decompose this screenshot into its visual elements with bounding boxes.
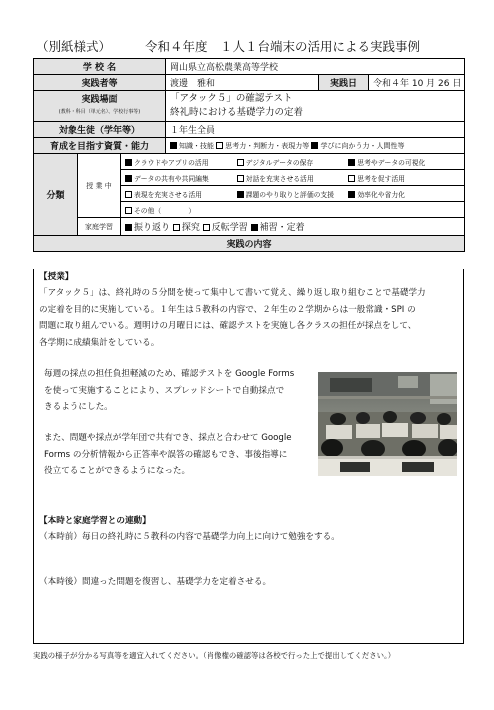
form-tag: （別紙様式） xyxy=(36,39,112,54)
checkbox-checked-icon xyxy=(125,159,132,166)
checkbox-checked-icon xyxy=(125,175,132,182)
class-label: 授 業 中 xyxy=(78,154,121,218)
before-class-text: （本時前）毎日の終礼時に５教科の内容で基礎学力向上に向けて勉強をする。 xyxy=(39,532,340,542)
paragraph-sharing xyxy=(44,430,292,480)
checkbox-empty-icon xyxy=(237,159,244,166)
footer-note: 実践の様子が分かる写真等を適宜入れてください。（肖像権の確認等は各校で行った上で提出してください。） xyxy=(33,651,396,660)
class-option: 対話を充実させる活用 xyxy=(237,173,349,183)
checkbox-checked-icon xyxy=(125,224,132,231)
scene-label: 実践場面 xyxy=(81,95,118,105)
class-row xyxy=(121,170,465,186)
checkbox-checked-icon xyxy=(348,159,355,166)
paragraph-intro xyxy=(39,285,463,351)
abilities-label: 育成を目指す資質・能力 xyxy=(34,138,166,154)
ability-item: 知識・技能 xyxy=(170,142,214,150)
date-value: 令和４年 10 月 26 日 xyxy=(369,75,465,91)
scene-label-cell xyxy=(34,91,166,122)
teacher-label: 実践者等 xyxy=(34,75,166,91)
text-line: Forms の分析情報から正答率や誤答の確認もでき、事後指導に xyxy=(44,449,288,460)
text-line: また、問題や採点が学年団で共有でき、採点と合わせて Google xyxy=(44,433,292,443)
checkbox-empty-icon xyxy=(125,207,132,214)
classification-label: 分類 xyxy=(34,154,78,236)
content-header: 実践の内容 xyxy=(34,236,465,252)
section-lesson-title: 【授業】 xyxy=(39,272,74,282)
class-option: データの共有や共同編集 xyxy=(125,173,237,183)
document-title xyxy=(36,37,420,55)
checkbox-empty-icon xyxy=(173,224,180,231)
class-row xyxy=(121,202,465,218)
ability-item: 学びに向かう力・人間性等 xyxy=(311,142,404,150)
abilities-options xyxy=(166,138,465,154)
class-option: 思考を促す活用 xyxy=(348,173,460,183)
class-option: デジタルデータの保存 xyxy=(237,157,349,167)
checkbox-empty-icon xyxy=(237,175,244,182)
scene-line1: 「アタック５」の確認テスト xyxy=(170,93,293,104)
text-line: 各学期に成績集計をしている。 xyxy=(39,337,160,348)
checkbox-checked-icon xyxy=(311,142,318,149)
class-option: その他（ ） xyxy=(125,205,237,215)
text-line: を使って実施することにより、スプレッドシートで自動採点で xyxy=(44,385,285,396)
class-option: 課題のやり取りと評価の支援 xyxy=(237,189,349,199)
text-line: きるようにした。 xyxy=(44,402,113,412)
content-body xyxy=(33,269,464,644)
scene-sublabel: (教科・科目（単元名）、学校行事等) xyxy=(58,109,141,115)
checkbox-checked-icon xyxy=(237,191,244,198)
checkbox-empty-icon xyxy=(203,224,210,231)
class-option: 表現を充実させる活用 xyxy=(125,189,237,199)
checkbox-checked-icon xyxy=(348,191,355,198)
home-option: 探究 xyxy=(173,223,200,233)
classroom-photo xyxy=(318,372,457,476)
paragraph-forms xyxy=(44,366,294,416)
info-table xyxy=(33,58,465,252)
text-line: 毎週の採点の担任負担軽減のため、確認テストを Google Forms xyxy=(44,369,295,379)
text-line: 役立てることができるようになった。 xyxy=(44,466,191,476)
target-value: １年生全員 xyxy=(166,122,465,138)
class-option: 効率化や省力化 xyxy=(348,189,460,199)
home-label: 家庭学習 xyxy=(78,218,121,236)
class-row xyxy=(121,154,465,170)
class-option: クラウドやアプリの活用 xyxy=(125,157,237,167)
section-homework-title: 【本時と家庭学習との連動】 xyxy=(39,516,151,526)
after-class-text: （本時後）間違った問題を復習し、基礎学力を定着させる。 xyxy=(39,577,272,587)
text-line: の定着を目的に実施している。１年生は５教科の内容で、２年生の２学期からは一般常識・SPI の xyxy=(39,304,416,315)
checkbox-empty-icon xyxy=(125,191,132,198)
target-label: 対象生徒（学年等） xyxy=(34,122,166,138)
checkbox-empty-icon xyxy=(348,175,355,182)
scene-line2: 終礼時における基礎学力の定着 xyxy=(170,107,304,118)
checkbox-checked-icon xyxy=(170,142,177,149)
checkbox-checked-icon xyxy=(251,224,258,231)
home-option: 補習・定着 xyxy=(251,223,305,233)
teacher-value: 渡邊 雅和 xyxy=(166,75,319,91)
checkbox-empty-icon xyxy=(216,142,223,149)
class-option: 思考やデータの可視化 xyxy=(348,157,460,167)
text-line: 「アタック５」は、終礼時の５分間を使って集中して書いて覚え、繰り返し取り組むことで基礎学力 xyxy=(39,288,426,298)
ability-item: 思考力・判断力・表現力等 xyxy=(216,142,309,150)
class-row xyxy=(121,186,465,202)
school-value: 岡山県立高松農業高等学校 xyxy=(166,59,465,75)
home-option: 反転学習 xyxy=(203,223,248,233)
title-main: 令和４年度 １人１台端末の活用による実践事例 xyxy=(145,39,421,54)
home-options xyxy=(121,218,465,236)
scene-value-cell xyxy=(166,91,465,122)
home-option: 振り返り xyxy=(125,223,170,233)
text-line: 問題に取り組んでいる。週明けの月曜日には、確認テストを実施し各クラスの担任が採点をして、 xyxy=(39,321,417,331)
school-label: 学 校 名 xyxy=(34,59,166,75)
date-label: 実践日 xyxy=(319,75,369,91)
